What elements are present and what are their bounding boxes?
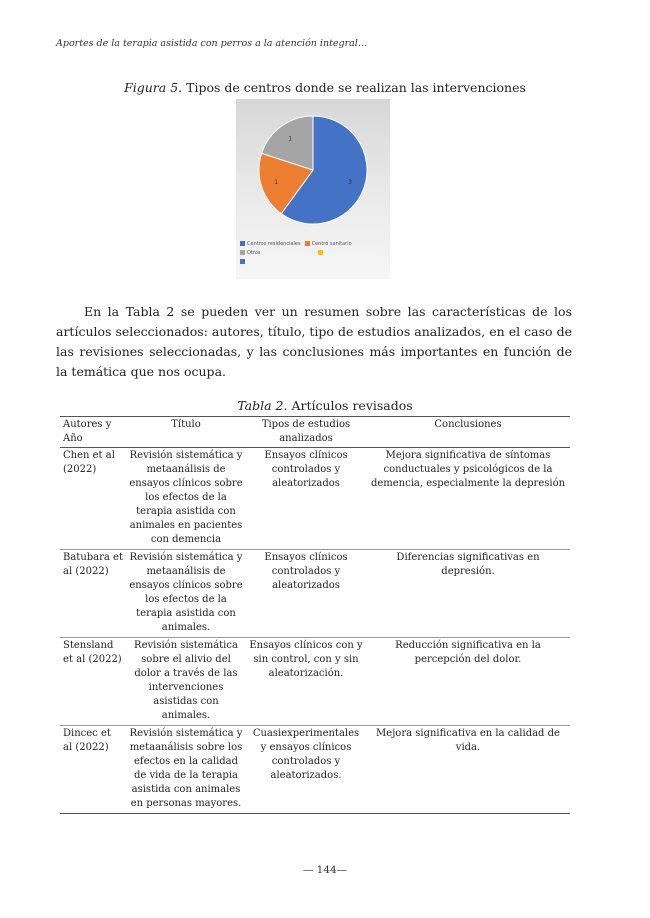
pie-data-label: 1 [274,179,278,187]
legend-entry [240,241,301,247]
table-row [60,550,570,638]
legend-label: Centros residenciales [247,240,301,247]
table-row [60,638,570,726]
legend-row [240,257,386,266]
legend-row [240,239,386,248]
pie-chart-svg [236,99,390,239]
table-header-row [60,417,570,448]
body-paragraph: En la Tabla 2 se pueden ver un resumen sobre las características de los artículos seleccionados: autores, título, tipo de estudios analizados, en el caso de las revisiones seleccionadas, y las conclusiones más importantes en función de la temática que nos ocupa. [56,304,572,379]
figure-caption [0,80,650,95]
legend-entry [318,250,325,255]
cell-conclusions: Mejora significativa en la calidad de vida. [366,726,570,814]
cell-study-types: Ensayos clínicos controlados y aleatorizados [246,550,366,638]
legend-swatch [240,241,245,246]
legend-label: Otros [247,249,261,256]
legend-swatch [240,259,245,264]
legend-label: Centro sanitario [311,240,352,247]
cell-title: Revisión sistemática y metaanálisis de ensayos clínicos sobre los efectos de la terapia asistida con animales en pacientes con demencia [126,448,246,550]
page-number: — 144— [302,864,348,876]
table-label: Tabla 2. [237,398,288,413]
col-header-conclusions: Conclusiones [366,417,570,448]
cell-authors: Stensland et al (2022) [60,638,126,726]
table-caption [0,398,650,413]
pie-chart [236,99,390,279]
articles-table [60,416,570,814]
running-header: Aportes de la terapia asistida con perros a la atención integral… [56,38,368,49]
chart-legend [240,239,386,266]
col-header-authors: Autores y Año [60,417,126,448]
figure-title: Tipos de centros donde se realizan las intervenciones [182,80,526,95]
cell-title: Revisión sistemática sobre el alivio del dolor a través de las intervenciones asistidas con animales. [126,638,246,726]
cell-authors: Batubara et al (2022) [60,550,126,638]
table-row [60,726,570,814]
cell-conclusions: Diferencias significativas en depresión. [366,550,570,638]
legend-entry [240,250,314,256]
legend-swatch [318,250,323,255]
legend-row [240,248,386,257]
cell-title: Revisión sistemática y metaanálisis sobre los efectos en la calidad de vida de la terapia asistida con animales en personas mayores. [126,726,246,814]
col-header-title: Título [126,417,246,448]
table-row [60,448,570,550]
cell-authors: Chen et al (2022) [60,448,126,550]
cell-conclusions: Reducción significativa en la percepción del dolor. [366,638,570,726]
pie-data-label: 3 [348,179,352,187]
legend-swatch [305,241,310,246]
legend-entry [240,259,247,264]
legend-swatch [240,250,245,255]
cell-study-types: Cuasiexperimentales y ensayos clínicos controlados y aleatorizados. [246,726,366,814]
pie-data-label: 1 [288,135,293,143]
table-title: Artículos revisados [287,398,413,413]
cell-authors: Dincec et al (2022) [60,726,126,814]
col-header-study-types: Tipos de estudios analizados [246,417,366,448]
cell-study-types: Ensayos clínicos controlados y aleatorizados [246,448,366,550]
cell-conclusions: Mejora significativa de síntomas conductuales y psicológicos de la demencia, especialmente la depresión [366,448,570,550]
cell-study-types: Ensayos clínicos con y sin control, con y sin aleatorización. [246,638,366,726]
legend-entry [305,241,352,247]
figure-label: Figura 5. [124,80,183,95]
cell-title: Revisión sistemática y metaanálisis de ensayos clínicos sobre los efectos de la terapia asistida con animales. [126,550,246,638]
